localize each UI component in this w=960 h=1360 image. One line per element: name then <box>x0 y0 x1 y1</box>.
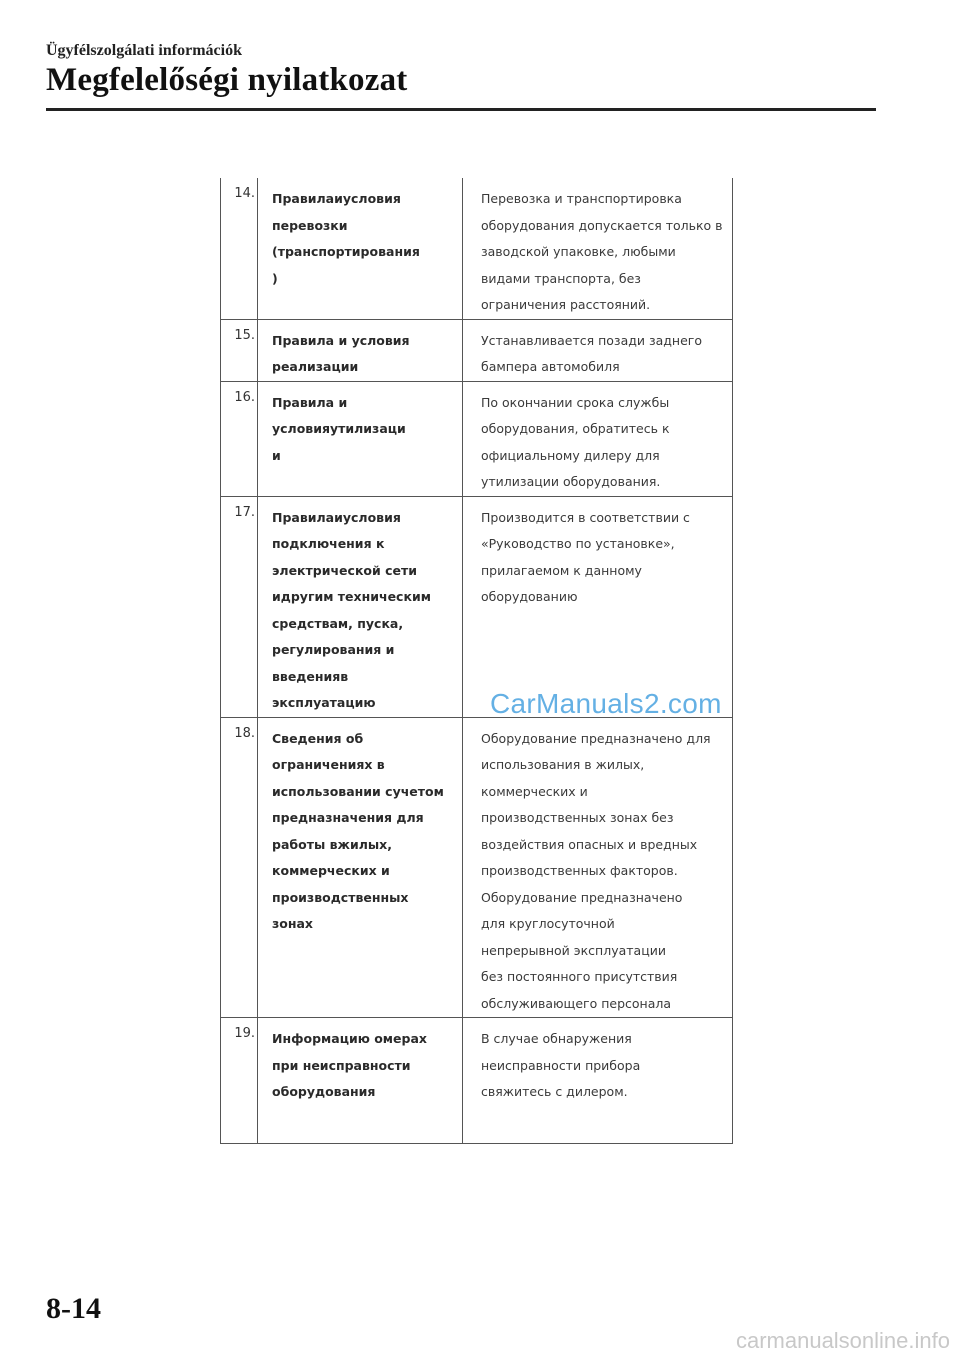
parameter-name-line: ограничениях в <box>272 757 385 772</box>
parameter-value-line: коммерческих и <box>481 783 588 799</box>
parameter-value-line: По окончании срока службы <box>481 394 670 410</box>
row-number: 18. <box>221 717 258 1018</box>
table-row <box>221 381 733 496</box>
parameter-name-line: перевозки <box>272 217 348 233</box>
parameter-value-line: утилизации оборудования. <box>481 474 661 489</box>
parameter-value-line: неисправности прибора <box>481 1057 641 1073</box>
parameter-value-line: заводской упаковке, любыми <box>481 244 676 259</box>
parameter-name-line: средствам, пуска, <box>272 615 404 631</box>
parameter-name-line: регулирования и <box>272 642 395 657</box>
parameter-name-line: ) <box>272 270 278 286</box>
parameter-value-line: прилагаемом к данному <box>481 562 642 578</box>
page-title: Megfelelőségi nyilatkozat <box>46 62 408 98</box>
parameter-name-line: и <box>272 447 281 463</box>
parameter-value-line: Производится в соответствии с <box>481 509 690 525</box>
specification-table <box>220 178 733 1144</box>
parameter-name-line: зонах <box>272 916 313 931</box>
parameter-name-cell <box>258 178 463 319</box>
parameter-value-line: бампера автомобиля <box>481 359 620 374</box>
parameter-name-line: оборудования <box>272 1084 376 1099</box>
parameter-value-line: Оборудование предназначено <box>481 889 683 905</box>
title-rule <box>46 108 876 111</box>
parameter-value-cell <box>463 178 733 319</box>
table-row <box>221 496 733 717</box>
parameter-value-line: оборудованию <box>481 589 578 604</box>
parameter-name-line: при неисправности <box>272 1057 411 1073</box>
table-row <box>221 178 733 319</box>
parameter-name-line: Информацию омерах <box>272 1031 427 1046</box>
parameter-value-line: оборудования допускается только в <box>481 217 723 233</box>
parameter-value-line: «Руководство по установке», <box>481 536 675 551</box>
parameter-value-cell <box>463 319 733 381</box>
parameter-name-line: электрической сети <box>272 562 418 578</box>
parameter-name-line: эксплуатацию <box>272 695 376 710</box>
parameter-value-line: производственных факторов. <box>481 863 678 878</box>
parameter-value-line: использования в жилых, <box>481 757 645 772</box>
table-row <box>221 319 733 381</box>
specification-table-body <box>221 178 733 1144</box>
parameter-name-cell <box>258 496 463 717</box>
row-number: 15. <box>221 319 258 381</box>
parameter-value-line: Перевозка и транспортировка <box>481 191 682 206</box>
parameter-value-line: непрерывной эксплуатации <box>481 942 666 958</box>
parameter-value-line: оборудования, обратитесь к <box>481 421 670 436</box>
parameter-value-line: официальному дилеру для <box>481 447 660 463</box>
page-number: 8-14 <box>46 1292 101 1325</box>
parameter-name-line: идругим техническим <box>272 589 431 604</box>
parameter-value-cell <box>463 717 733 1018</box>
parameter-name-cell <box>258 1018 463 1144</box>
footer-site-link[interactable]: carmanualsonline.info <box>735 1328 950 1353</box>
parameter-name-line: предназначения для <box>272 810 424 825</box>
parameter-value-line: В случае обнаружения <box>481 1031 632 1046</box>
parameter-value-cell <box>463 1018 733 1144</box>
parameter-name-line: производственных <box>272 889 409 905</box>
row-number: 14. <box>221 178 258 319</box>
parameter-name-line: (транспортирования <box>272 244 420 259</box>
parameter-value-cell <box>463 381 733 496</box>
parameter-name-line: работы вжилых, <box>272 836 392 852</box>
parameter-value-line: Устанавливается позади заднего <box>481 332 703 348</box>
table-row <box>221 717 733 1018</box>
parameter-name-line: условияутилизаци <box>272 421 406 436</box>
parameter-name-cell <box>258 717 463 1018</box>
parameter-value-line: ограничения расстояний. <box>481 297 651 312</box>
parameter-value-line: Оборудование предназначено для <box>481 730 711 746</box>
parameter-value-line: для круглосуточной <box>481 916 615 931</box>
parameter-name-line: Сведения об <box>272 730 364 746</box>
parameter-value-line: свяжитесь с дилером. <box>481 1084 628 1099</box>
parameter-name-line: использовании сучетом <box>272 783 444 799</box>
row-number: 17. <box>221 496 258 717</box>
parameter-name-line: коммерческих и <box>272 863 390 878</box>
parameter-name-line: Правила и условия <box>272 332 410 348</box>
section-label: Ügyfélszolgálati információk <box>46 42 242 59</box>
row-number: 16. <box>221 381 258 496</box>
parameter-name-line: Правила и <box>272 394 348 410</box>
parameter-value-line: без постоянного присутствия <box>481 969 678 984</box>
parameter-name-line: подключения к <box>272 536 385 551</box>
parameter-name-line: Правилаиусловия <box>272 509 401 525</box>
watermark-text: CarManuals2.com <box>490 688 722 719</box>
table-row <box>221 1018 733 1144</box>
parameter-name-cell <box>258 319 463 381</box>
parameter-name-line: реализации <box>272 359 359 374</box>
parameter-value-line: обслуживающего персонала <box>481 995 672 1011</box>
parameter-value-line: воздействия опасных и вредных <box>481 836 698 852</box>
parameter-value-line: видами транспорта, без <box>481 270 641 286</box>
row-number: 19. <box>221 1018 258 1144</box>
parameter-name-line: введенияв <box>272 668 349 684</box>
parameter-value-cell <box>463 496 733 717</box>
parameter-value-line: производственных зонах без <box>481 810 674 825</box>
parameter-name-cell <box>258 381 463 496</box>
parameter-name-line: Правилаиусловия <box>272 191 401 206</box>
